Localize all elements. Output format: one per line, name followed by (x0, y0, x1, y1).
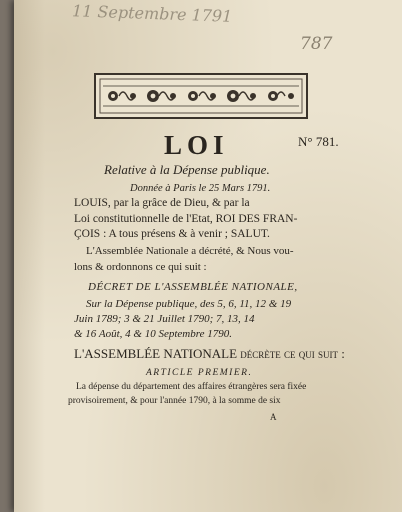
document-page (14, 0, 402, 512)
preamble-line-3: ÇOIS : A tous présens & à venir ; SALUT. (74, 228, 270, 240)
decree-heading: DÉCRET DE L'ASSEMBLÉE NATIONALE, (88, 281, 298, 293)
article-heading: ARTICLE PREMIER. (146, 368, 253, 378)
decree-ref-line-1: Sur la Dépense publique, des 5, 6, 11, 12 & 19 (86, 298, 292, 310)
decree-ref-line-3: & 16 Août, 4 & 10 Septembre 1790. (74, 328, 232, 340)
article-line-1: La dépense du département des affaires étrangères sera fixée (76, 382, 307, 392)
ornamental-header-band (94, 73, 308, 119)
signature-mark: A (270, 412, 277, 422)
preamble-line-1 (74, 197, 250, 209)
subtitle: Relative à la Dépense publique. (104, 162, 270, 177)
preamble-text: LOUIS, par la grâce de Dieu, & par la (74, 197, 250, 209)
article-line-2: provisoirement, & pour l'année 1790, à la somme de six (68, 396, 281, 406)
decree-ref-line-2: Juin 1789; 3 & 21 Juillet 1790; 7, 13, 14 (74, 313, 255, 325)
assembly-line-2: lons & ordonnons ce qui suit : (74, 261, 207, 273)
dateline: Donnée à Paris le 25 Mars 1791. (130, 183, 271, 194)
ornament-pattern-icon (99, 78, 303, 114)
handwritten-page-number: 787 (300, 34, 333, 54)
assembly-line-1: L'Assemblée Nationale a décrété, & Nous vou- (86, 245, 294, 257)
page-title: LOI (164, 130, 229, 160)
preamble-line-2: Loi constitutionnelle de l'Etat, ROI DES FRAN- (74, 213, 298, 225)
decree-intro: L'ASSEMBLÉE NATIONALE décrète ce qui suit : (74, 346, 345, 361)
handwritten-date-note: 11 Septembre 1791 (71, 1, 233, 26)
law-number: N° 781. (298, 134, 339, 149)
